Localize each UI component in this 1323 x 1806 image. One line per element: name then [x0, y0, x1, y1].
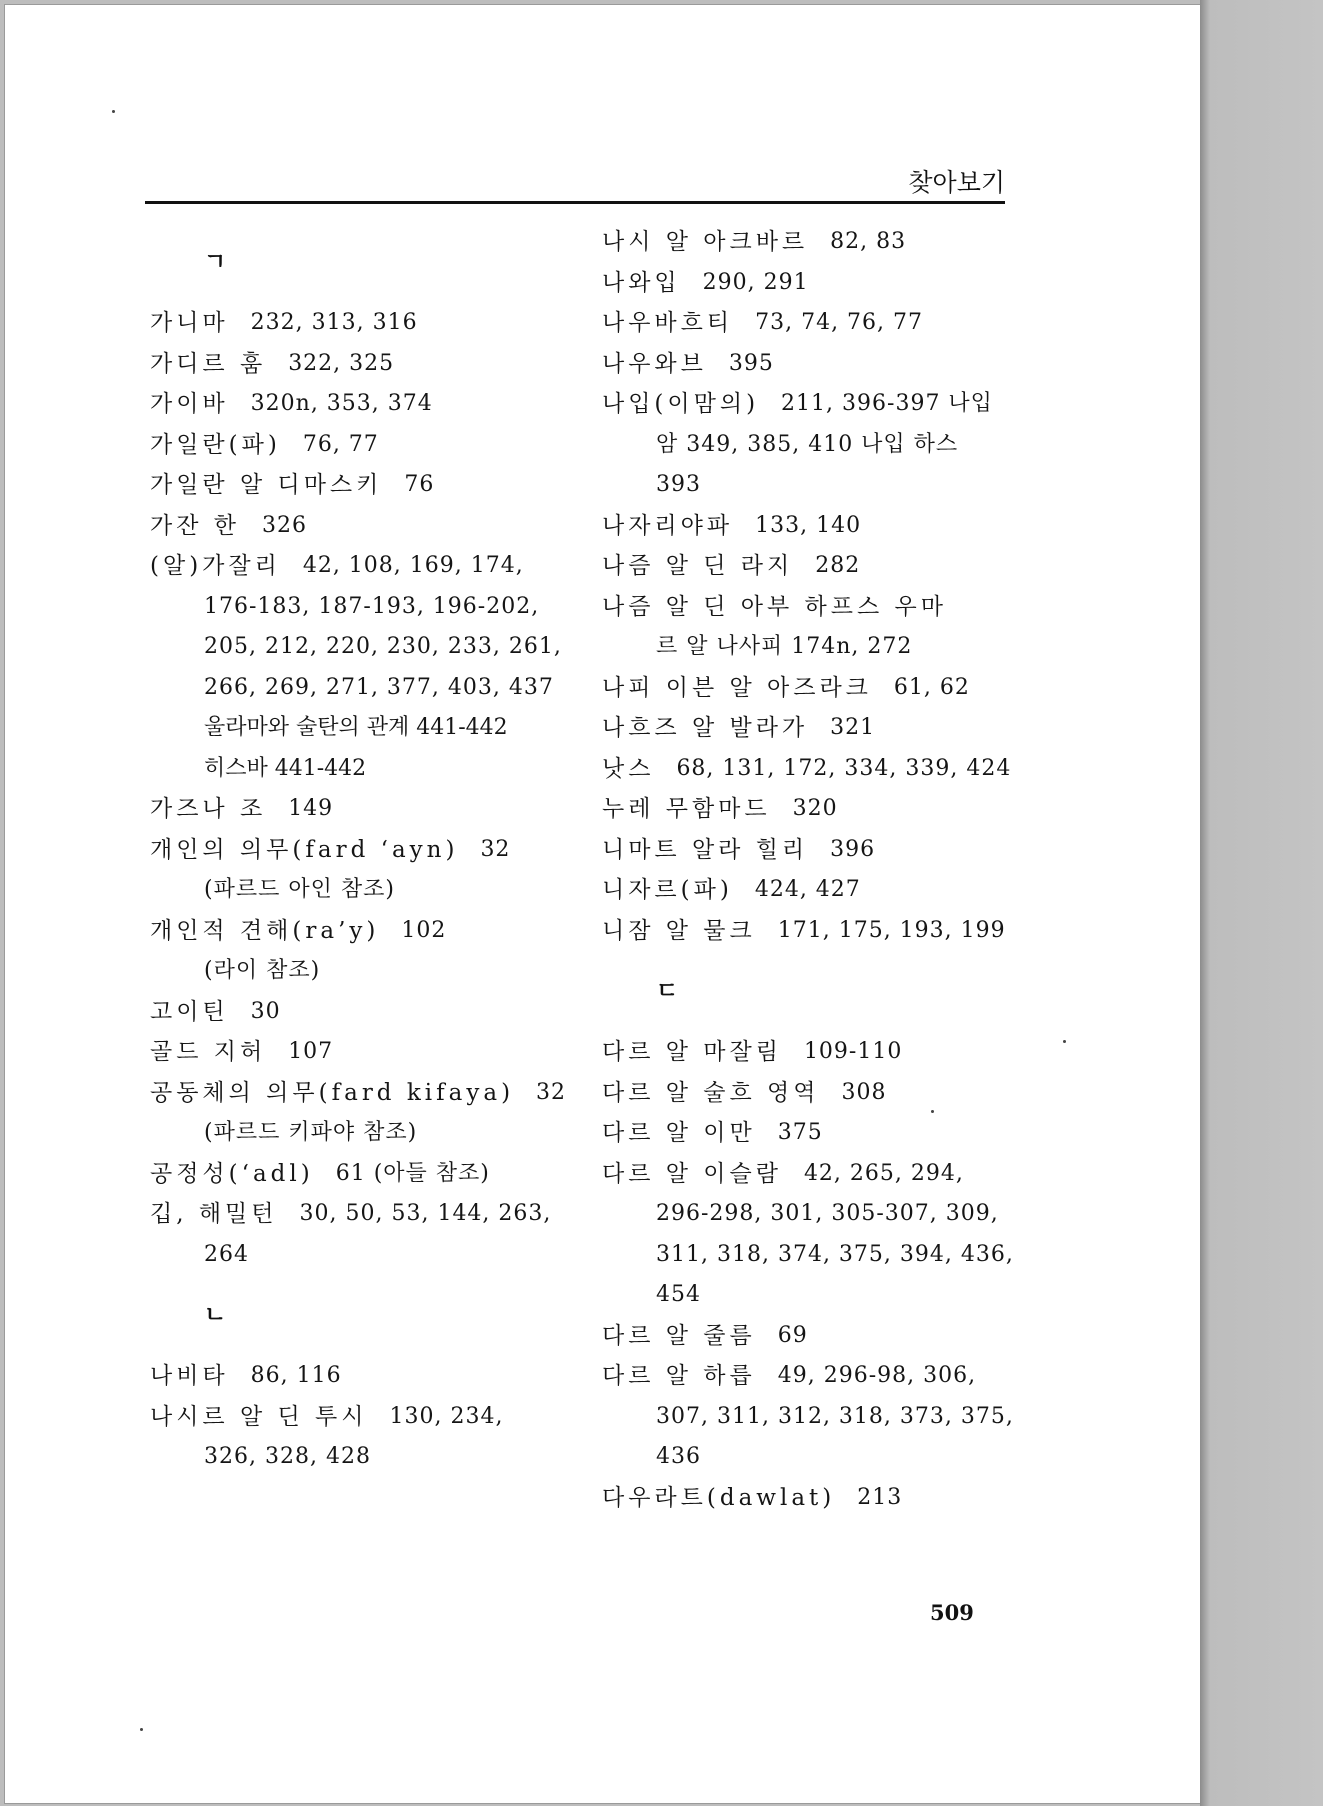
index-entry [602, 1073, 1014, 1114]
index-entry [150, 1356, 570, 1397]
index-term: 가디르 훔 [150, 350, 267, 377]
index-entry [602, 1032, 1014, 1073]
index-entry [150, 425, 570, 466]
index-pages: 102 [401, 917, 447, 943]
index-pages: 109-110 [803, 1039, 903, 1064]
section-heading: ㄷ [656, 978, 679, 1004]
index-term: 나즘 알 딘 라지 [602, 553, 794, 579]
index-entry [150, 506, 570, 547]
index-pages: 32 [480, 836, 511, 862]
index-term: 나우와브 [602, 350, 707, 377]
index-pages: 395 [728, 350, 774, 376]
index-pages: 133, 140 [755, 512, 862, 538]
index-entry [602, 344, 1014, 385]
index-term: 나비타 [150, 1363, 229, 1389]
running-head: 찾아보기 [908, 168, 1005, 197]
index-continuation: 393 [656, 472, 701, 497]
index-pages: 213 [857, 1484, 903, 1510]
index-entry [602, 749, 1014, 790]
index-subentry: 히스바 441-442 [204, 755, 367, 781]
paper-speck [931, 1110, 934, 1113]
index-continuation: (라이 참조) [204, 958, 321, 983]
index-pages: 424, 427 [754, 877, 861, 902]
index-entry [150, 911, 570, 952]
index-continuation: 176-183, 187-193, 196-202, [204, 593, 540, 619]
index-term: 가잔 한 [150, 512, 240, 539]
index-entry [602, 1154, 1014, 1195]
index-entry [602, 1316, 1014, 1357]
index-entry [602, 587, 1014, 628]
index-pages: 73, 74, 76, 77 [755, 310, 924, 335]
index-entry [150, 344, 570, 385]
index-term: 공정성(‘adl) [150, 1160, 314, 1187]
index-term: 다르 알 마잘림 [602, 1039, 782, 1065]
index-pages: 322, 325 [288, 350, 395, 376]
index-pages: 82, 83 [830, 229, 907, 254]
index-entry [150, 1154, 570, 1195]
index-column-right [602, 222, 1014, 1518]
index-pages: 308 [841, 1079, 887, 1105]
index-term: 가즈나 조 [150, 796, 267, 822]
index-continuation: 르 알 나사피 174n, 272 [656, 634, 913, 659]
index-entry [150, 992, 570, 1033]
index-entry [602, 830, 1014, 871]
index-continuation: (파르드 키파야 참조) [204, 1120, 418, 1145]
index-pages: 211, 396-397 나입 [781, 391, 993, 416]
index-term: (알)가잘리 [150, 553, 281, 579]
page-edge-shadow [1200, 0, 1323, 1806]
index-term: 가일란 알 디마스키 [150, 472, 383, 498]
index-pages: 396 [830, 836, 876, 862]
index-term: 가일란(파) [150, 431, 281, 458]
index-continuation: 454 [656, 1282, 701, 1307]
paper-speck [140, 1728, 143, 1731]
index-entry [150, 1032, 570, 1073]
index-pages: 107 [288, 1039, 334, 1064]
index-pages: 86, 116 [250, 1363, 342, 1388]
index-entry [602, 222, 1014, 263]
index-pages: 49, 296-98, 306, [777, 1363, 977, 1388]
index-entry [150, 546, 570, 587]
index-continuation: 205, 212, 220, 230, 233, 261, [204, 634, 562, 659]
index-pages: 30, 50, 53, 144, 263, [299, 1201, 552, 1226]
index-pages: 32 [536, 1079, 567, 1105]
index-entry [602, 870, 1014, 911]
index-term: 가니마 [150, 310, 229, 336]
index-continuation: 311, 318, 374, 375, 394, 436, [656, 1241, 1014, 1267]
index-term: 나즘 알 딘 아부 하프스 우마 [602, 593, 947, 620]
index-pages: 171, 175, 193, 199 [777, 917, 1006, 943]
index-column-left [150, 222, 570, 1478]
index-continuation: 436 [656, 1444, 701, 1469]
index-entry [150, 1194, 570, 1235]
index-entry [150, 1397, 570, 1438]
index-term: 다르 알 이만 [602, 1120, 756, 1146]
index-pages: 232, 313, 316 [250, 310, 418, 335]
index-term: 나피 이븐 알 아즈라크 [602, 674, 872, 701]
index-pages: 375 [777, 1120, 823, 1145]
index-term: 나우바흐티 [602, 310, 734, 336]
index-term: 누레 무함마드 [602, 796, 771, 822]
index-pages: 76, 77 [302, 431, 379, 457]
index-entry [602, 263, 1014, 304]
index-pages: 326 [261, 512, 307, 538]
index-entry [150, 303, 570, 344]
index-entry [602, 1113, 1014, 1154]
index-term: 공동체의 의무(fard kifaya) [150, 1079, 515, 1106]
header-rule [145, 201, 1005, 204]
index-pages: 320 [792, 796, 838, 821]
paper-speck [112, 110, 115, 113]
index-term: 나와입 [602, 269, 681, 296]
index-pages: 320n, 353, 374 [250, 391, 433, 416]
index-pages: 61 (아들 참조) [335, 1160, 490, 1186]
index-entry [602, 668, 1014, 709]
index-pages: 282 [815, 553, 861, 578]
index-entry [150, 384, 570, 425]
index-pages: 76 [404, 472, 435, 497]
index-term: 나자리야파 [602, 512, 734, 539]
index-continuation: (파르드 아인 참조) [204, 877, 395, 902]
index-continuation: 307, 311, 312, 318, 373, 375, [656, 1403, 1014, 1429]
index-continuation: 264 [204, 1241, 249, 1267]
index-term: 니잠 알 물크 [602, 917, 756, 944]
index-term: 나입(이맘의) [602, 391, 760, 417]
index-pages: 69 [777, 1322, 808, 1348]
index-term: 개인적 견해(ra’y) [150, 917, 380, 944]
index-entry [602, 1356, 1014, 1397]
index-term: 다르 알 하릅 [602, 1363, 756, 1389]
index-term: 낫스 [602, 755, 655, 782]
index-term: 나시르 알 딘 투시 [150, 1403, 368, 1430]
index-continuation: 266, 269, 271, 377, 403, 437 [204, 674, 554, 700]
index-entry [602, 911, 1014, 952]
index-pages: 30 [250, 998, 281, 1024]
index-continuation: 326, 328, 428 [204, 1444, 371, 1469]
index-entry [602, 303, 1014, 344]
index-term: 다르 알 술흐 영역 [602, 1079, 820, 1106]
index-entry [150, 1073, 570, 1114]
index-term: 니마트 알라 힐리 [602, 836, 809, 863]
index-pages: 68, 131, 172, 334, 339, 424 [676, 755, 1012, 781]
index-continuation: 암 349, 385, 410 나입 하스 [656, 431, 959, 457]
index-term: 가이바 [150, 391, 229, 417]
paper-speck [1063, 1040, 1066, 1043]
index-term: 깁, 해밀턴 [150, 1201, 278, 1227]
index-entry [602, 1478, 1014, 1519]
index-term: 다르 알 이슬람 [602, 1160, 782, 1187]
index-pages: 149 [288, 796, 334, 821]
index-pages: 321 [830, 715, 876, 740]
index-pages: 42, 108, 169, 174, [302, 553, 524, 578]
index-term: 니자르(파) [602, 877, 733, 903]
index-pages: 42, 265, 294, [803, 1160, 964, 1186]
index-term: 다우라트(dawlat) [602, 1484, 836, 1511]
index-pages: 290, 291 [702, 269, 809, 295]
page-number: 509 [930, 1600, 974, 1625]
index-term: 다르 알 줄름 [602, 1322, 756, 1349]
index-term: 나흐즈 알 발라가 [602, 715, 809, 741]
index-entry [602, 384, 1014, 425]
index-term: 개인의 의무(fard ‘ayn) [150, 836, 459, 863]
index-subentry: 울라마와 술탄의 관계 441-442 [204, 715, 508, 740]
index-term: 나시 알 아크바르 [602, 229, 809, 255]
index-continuation: 296-298, 301, 305-307, 309, [656, 1201, 999, 1226]
index-term: 고이틴 [150, 998, 229, 1025]
index-entry [602, 789, 1014, 830]
section-heading: ㄴ [204, 1302, 227, 1328]
section-heading: ㄱ [204, 249, 227, 275]
index-pages: 61, 62 [893, 674, 970, 700]
index-entry [150, 830, 570, 871]
index-entry [602, 546, 1014, 587]
index-term: 골드 지허 [150, 1039, 267, 1065]
index-pages: 130, 234, [389, 1403, 504, 1429]
index-entry [602, 506, 1014, 547]
index-entry [150, 789, 570, 830]
index-entry [602, 708, 1014, 749]
index-entry [150, 465, 570, 506]
